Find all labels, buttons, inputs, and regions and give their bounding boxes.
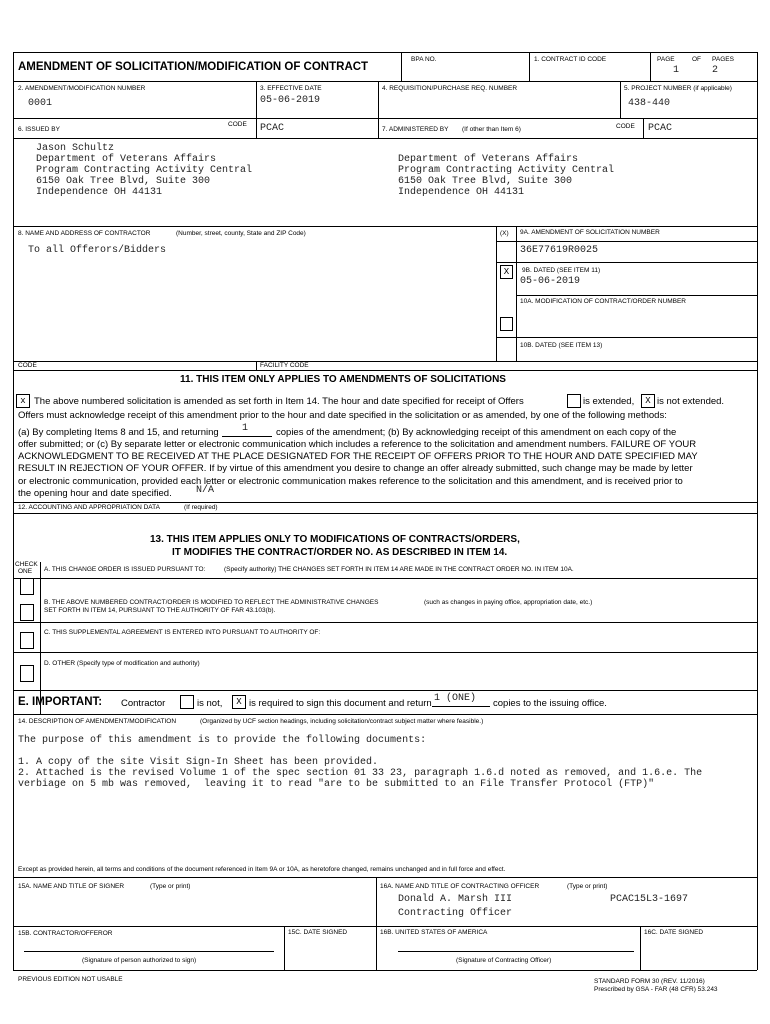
effective-date-value[interactable]: 05-06-2019 [260, 95, 321, 106]
issued-line: Department of Veterans Affairs [36, 154, 217, 165]
contract-id-label: 1. CONTRACT ID CODE [534, 56, 607, 63]
accounting-value[interactable]: N/A [196, 485, 215, 496]
contractor-value[interactable]: To all Offerors/Bidders [28, 245, 167, 256]
admin-code-value[interactable]: PCAC [648, 123, 673, 134]
facility-code-label: FACILITY CODE [260, 362, 309, 369]
standard-form-label: STANDARD FORM 30 (REV. 11/2016) [594, 978, 705, 985]
officer-name[interactable]: Donald A. Marsh III [398, 894, 513, 905]
item-13b-note: (such as changes in paying office, appropriation date, etc.) [424, 599, 593, 606]
issued-by-label: 6. ISSUED BY [18, 126, 60, 133]
item-11-line-1: The above numbered solicitation is amended as set forth in Item 14. The hour and date specified for receipt of Offers [34, 396, 524, 407]
extended-checkbox[interactable] [567, 394, 581, 408]
item-14-description[interactable]: The purpose of this amendment is to provide the following documents: 1. A copy of the site Visit Sign-In Sheet has been provided. 2. Attached is the revised Volume 1 of the spec section 01 33 23, paragraph 1.6.d noted as removed, and 1.6.e. The verbiage on 5 mb was removed, leaving it to read "are to be submitted to an File Transfer Protocol (FTP)" [18, 735, 703, 790]
requisition-number-label: 4. REQUISITION/PURCHASE REQ. NUMBER [382, 85, 518, 92]
item-11-line-3b: copies of the amendment; (b) By acknowledging receipt of this amendment on each copy of the [276, 427, 677, 438]
amendment-solicitation-label: 9A. AMENDMENT OF SOLICITATION NUMBER [520, 229, 660, 236]
page-number: 1 [673, 65, 680, 76]
issued-code-label: CODE [228, 121, 247, 128]
item-13-heading-1: 13. THIS ITEM APPLIES ONLY TO MODIFICATIONS OF CONTRACTS/ORDERS, [150, 534, 520, 545]
pages-label: PAGES [712, 56, 734, 63]
x-column-label: (X) [500, 230, 509, 237]
item-13a-label: A. THIS CHANGE ORDER IS ISSUED PURSUANT TO: [44, 566, 206, 573]
contractor-name-note: (Number, street, county, State and ZIP Code) [176, 230, 306, 237]
extended-label: is extended, [583, 396, 635, 407]
dated-9b-label: 9B. DATED (SEE ITEM 11) [522, 267, 601, 274]
officer-signature-field[interactable] [398, 935, 634, 951]
page-label: PAGE [657, 56, 675, 63]
copies-returned-value: 1 [242, 423, 249, 434]
signer-name-note: (Type or print) [150, 883, 191, 890]
item-11-line-6: RESULT IN REJECTION OF YOUR OFFER. If by virtue of this amendment you desire to change an offer already submitted, such change may be made by letter [18, 463, 693, 474]
item-13-heading-2: IT MODIFIES THE CONTRACT/ORDER NO. AS DESCRIBED IN ITEM 14. [172, 547, 508, 558]
item-11-line-4: offer submitted; or (c) By separate letter or electronic communication which includes a reference to the solicitation and amendment numbers. FAILURE OF YOUR [18, 439, 697, 450]
officer-name-label: 16A. NAME AND TITLE OF CONTRACTING OFFICER [380, 883, 540, 890]
item-11-line-7: or electronic communication, provided each letter or electronic communication makes reference to the solicitation and this amendment, and is received prior to [18, 476, 683, 487]
item-11-line-5: ACKNOWLEDGMENT TO BE RECEIVED AT THE PLACE DESIGNATED FOR THE RECEIPT OF OFFERS PRIOR TO THE HOUR AND DATE SPECIFIED MAY [18, 451, 698, 462]
signature-person-note: (Signature of person authorized to sign) [82, 957, 197, 964]
item-9-check-mark: X [503, 267, 510, 277]
item-10-checkbox[interactable] [500, 317, 513, 331]
previous-edition-note: PREVIOUS EDITION NOT USABLE [18, 976, 123, 983]
officer-title[interactable]: Contracting Officer [398, 908, 513, 919]
contractor-date-label: 15C. DATE SIGNED [288, 929, 348, 936]
item-13b-label-1: B. THE ABOVE NUMBERED CONTRACT/ORDER IS MODIFIED TO REFLECT THE ADMINISTRATIVE CHANGES [44, 599, 379, 606]
accounting-note: (If required) [184, 504, 218, 511]
admin-code-label: CODE [616, 123, 635, 130]
amendment-solicitation-value[interactable]: 36E77619R0025 [520, 245, 599, 256]
copies-returned-field[interactable] [222, 424, 272, 437]
amended-checkbox[interactable] [16, 394, 30, 408]
dated-9b-value[interactable]: 05-06-2019 [520, 276, 581, 287]
check-one-label-2: ONE [18, 568, 33, 575]
issued-line: Independence OH 44131 [36, 187, 163, 198]
admin-line: Independence OH 44131 [398, 187, 525, 198]
item-11-line-8: the opening hour and date specified. [18, 488, 172, 499]
check-one-label-1: CHECK [15, 561, 38, 568]
contractor-offeror-label: 15B. CONTRACTOR/OFFEROR [18, 930, 113, 937]
is-not-label: is not, [197, 698, 223, 709]
admin-line: Department of Veterans Affairs [398, 154, 579, 165]
item-14-note: (Organized by UCF section headings, including solicitation/contract subject matter where feasible.) [200, 718, 484, 725]
except-statement: Except as provided herein, all terms and conditions of the document referenced in Item 9A or 10A, as heretofore changed, remains unchanged and in full force and effect. [18, 866, 506, 873]
item-13b-label-2: SET FORTH IN ITEM 14, PURSUANT TO THE AUTHORITY OF FAR 43.103(b). [44, 607, 276, 614]
item-13a-note: (Specify authority) THE CHANGES SET FORTH IN ITEM 14 ARE MADE IN THE CONTRACT ORDER NO. IN ITEM 10A. [224, 566, 574, 573]
form-title: AMENDMENT OF SOLICITATION/MODIFICATION OF CONTRACT [18, 61, 369, 73]
amended-check-mark: x [20, 396, 26, 406]
item-13b-checkbox[interactable] [20, 604, 34, 621]
issued-code-value[interactable]: PCAC [260, 123, 285, 134]
administered-by-note: (If other than Item 6) [462, 126, 521, 133]
dated-10b-label: 10B. DATED (SEE ITEM 13) [520, 342, 603, 349]
item-13c-label: C. THIS SUPPLEMENTAL AGREEMENT IS ENTERED INTO PURSUANT TO AUTHORITY OF: [44, 629, 321, 636]
officer-code[interactable]: PCAC15L3-1697 [610, 894, 689, 905]
is-not-checkbox[interactable] [180, 695, 194, 709]
item-11-heading: 11. THIS ITEM ONLY APPLIES TO AMENDMENTS OF SOLICITATIONS [180, 374, 506, 385]
item-9-checkbox[interactable] [500, 265, 513, 279]
not-extended-check-mark: X [645, 396, 651, 406]
amendment-number-value[interactable]: 0001 [28, 98, 53, 109]
contractor-code-label: CODE [18, 362, 37, 369]
signature-officer-note: (Signature of Contracting Officer) [456, 957, 552, 964]
contractor-signature-field[interactable] [24, 935, 274, 951]
issued-line: 6150 Oak Tree Blvd, Suite 300 [36, 176, 211, 187]
officer-date-label: 16C. DATE SIGNED [644, 929, 704, 936]
copies-to-label: copies to the issuing office. [493, 698, 607, 709]
united-states-label: 16B. UNITED STATES OF AMERICA [380, 929, 488, 936]
signer-name-label: 15A. NAME AND TITLE OF SIGNER [18, 883, 125, 890]
is-required-check-mark: X [236, 697, 242, 707]
not-extended-label: is not extended. [657, 396, 725, 407]
issued-line: Jason Schultz [36, 143, 115, 154]
bpa-label: BPA NO. [411, 56, 437, 63]
admin-line: 6150 Oak Tree Blvd, Suite 300 [398, 176, 573, 187]
issued-line: Program Contracting Activity Central [36, 165, 253, 176]
item-14-label: 14. DESCRIPTION OF AMENDMENT/MODIFICATION [18, 718, 177, 725]
admin-line: Program Contracting Activity Central [398, 165, 615, 176]
return-copies-field[interactable] [432, 694, 490, 707]
is-required-label: is required to sign this document and return [249, 698, 432, 709]
accounting-label: 12. ACCOUNTING AND APPROPRIATION DATA [18, 504, 160, 511]
important-title: E. IMPORTANT: [18, 696, 103, 708]
important-contractor-label: Contractor [121, 698, 166, 709]
item-13d-checkbox[interactable] [20, 665, 34, 682]
of-label: OF [692, 56, 702, 63]
modification-contract-label: 10A. MODIFICATION OF CONTRACT/ORDER NUMBER [520, 298, 686, 305]
officer-name-note: (Type or print) [567, 883, 608, 890]
item-13a-checkbox[interactable] [20, 578, 34, 595]
project-number-label: 5. PROJECT NUMBER (if applicable) [624, 85, 732, 92]
is-required-checkbox[interactable] [232, 695, 246, 709]
return-copies-value: 1 (ONE) [434, 693, 477, 704]
amendment-number-label: 2. AMENDMENT/MODIFICATION NUMBER [18, 85, 146, 92]
prescribed-by-label: Prescribed by GSA - FAR (48 CFR) 53.243 [594, 986, 718, 993]
item-13c-checkbox[interactable] [20, 632, 34, 649]
effective-date-label: 3. EFFECTIVE DATE [260, 85, 322, 92]
administered-by-label: 7. ADMINISTERED BY [382, 126, 449, 133]
project-number-value[interactable]: 438-440 [628, 98, 671, 109]
item-11-line-2: Offers must acknowledge receipt of this amendment prior to the hour and date specified in the solicitation or as amended, by one of the following methods: [18, 410, 667, 421]
not-extended-checkbox[interactable] [641, 394, 655, 408]
contractor-name-label: 8. NAME AND ADDRESS OF CONTRACTOR [18, 230, 151, 237]
item-11-line-3a: (a) By completing Items 8 and 15, and returning [18, 427, 219, 438]
item-13d-label: D. OTHER (Specify type of modification and authority) [44, 660, 200, 667]
total-pages: 2 [712, 65, 719, 76]
